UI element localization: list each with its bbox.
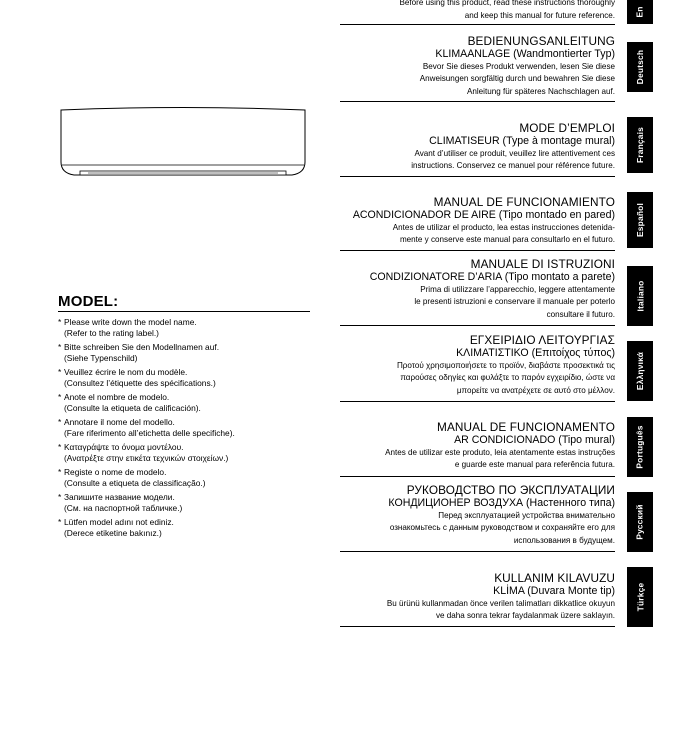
model-note: * Annotare il nome del modello. (Fare riferimento all’etichetta delle specifiche). (58, 417, 235, 438)
section-title: ΕΓΧΕΙΡΙΔΙΟ ΛΕΙΤΟΥΡΓΙΑΣ (469, 333, 615, 347)
section-subtitle: CLIMATISEUR (Type à montage mural) (429, 135, 615, 147)
section-english (340, 0, 615, 22)
model-block (58, 293, 310, 542)
tab-english: En (627, 0, 653, 24)
section-espanol (340, 196, 615, 247)
section-title: MANUALE DI ISTRUZIONI (470, 257, 615, 271)
section-francais (340, 122, 615, 173)
tab-deutsch: Deutsch (627, 42, 653, 92)
section-desc: Prima di utilizzare l’apparecchio, leggere attentamente le presenti istruzioni e conservare il manuale per poterlo consultare il futuro. (414, 284, 615, 319)
model-note: * Please write down the model name. (Refer to the rating label.) (58, 317, 197, 338)
section-desc: Bevor Sie dieses Produkt verwenden, lesen Sie diese Anweisungen sorgfältig durch und bewahren Sie diese Anleitung für späteres Nachschlagen auf. (419, 61, 615, 96)
section-subtitle: KLIMAANLAGE (Wandmontierter Typ) (435, 48, 615, 60)
model-note: * Запишите название модели. (См. на паспортной табличке.) (58, 492, 183, 513)
model-title: MODEL: (58, 293, 119, 310)
section-turkce (340, 572, 615, 623)
section-divider (340, 24, 615, 25)
tab-russkiy: Русский (627, 492, 653, 552)
tab-italiano: Italiano (627, 266, 653, 326)
section-divider (340, 551, 615, 552)
section-ellinika (340, 334, 615, 397)
section-desc: Перед эксплуатацией устройства внимательно ознакомьтесь с данным руководством и сохраняйте его для использования в будущем. (389, 510, 615, 545)
section-subtitle: CONDIZIONATORE D’ARIA (Tipo montato a parete) (369, 271, 615, 283)
section-desc: Antes de utilizar este produto, leia atentamente estas instruções e guarde este manual para referência futura. (385, 447, 615, 470)
air-conditioner-illustration (58, 107, 308, 182)
section-desc: Before using this product, read these instructions thoroughly and keep this manual for future reference. (399, 0, 615, 20)
section-russkiy (340, 484, 615, 547)
model-note: * Anote el nombre de modelo. (Consulte la etiqueta de calificación). (58, 392, 201, 413)
model-notes (58, 317, 310, 538)
section-title: BEDIENUNGSANLEITUNG (467, 34, 615, 48)
model-note: * Lütfen model adını not ediniz. (Derece etiketine bakınız.) (58, 517, 174, 538)
model-rule (58, 311, 310, 312)
section-subtitle: ΚΛΙΜΑΤΙΣΤΙΚΟ (Επιτοίχος τύπος) (456, 347, 615, 359)
section-subtitle: ACONDICIONADOR DE AIRE (Tipo montado en pared) (352, 209, 615, 221)
section-desc: Προτού χρησιμοποιήσετε το προϊόν, διαβάστε προσεκτικά τις παρούσες οδηγίες και φυλάξτε το παρόν εγχειρίδιο, ώστε να μπορείτε να ανατρέχετε σε αυτό στο μέλλον. (396, 360, 615, 395)
section-subtitle: AR CONDICIONADO (Tipo mural) (454, 434, 615, 446)
section-divider (340, 176, 615, 177)
tab-turkce: Türkçe (627, 567, 653, 627)
section-divider (340, 626, 615, 627)
section-desc: Antes de utilizar el producto, lea estas instrucciones detenida- mente y conserve este manual para consultarlo en el futuro. (392, 222, 615, 245)
section-divider (340, 401, 615, 402)
model-note: * Καταγράψτε το όνομα μοντέλου. (Ανατρέξτε στην ετικέτα τεχνικών στοιχείων.) (58, 442, 229, 463)
section-title: MANUAL DE FUNCIONAMIENTO (433, 195, 615, 209)
section-divider (340, 250, 615, 251)
tab-portugues: Português (627, 417, 653, 477)
tab-ellinika: Ελληνικά (627, 341, 653, 401)
section-title: MANUAL DE FUNCIONAMENTO (437, 420, 615, 434)
section-title: KULLANIM KILAVUZU (494, 571, 615, 585)
section-desc: Bu ürünü kullanmadan önce verilen talimatları dikkatlice okuyun ve daha sonra tekrar faydalanmak üzere saklayın. (386, 598, 615, 621)
tab-espanol: Español (627, 192, 653, 248)
model-note: * Veuillez écrire le nom du modèle. (Consultez l’étiquette des spécifications.) (58, 367, 216, 388)
tab-francais: Français (627, 117, 653, 173)
section-italiano (340, 258, 615, 321)
model-note: * Bitte schreiben Sie den Modellnamen auf. (Siehe Typenschild) (58, 342, 220, 363)
section-subtitle: KLİMA (Duvara Monte tip) (493, 585, 615, 597)
section-divider (340, 325, 615, 326)
model-note: * Registe o nome de modelo. (Consulte a etiqueta de classificação.) (58, 467, 206, 488)
section-divider (340, 101, 615, 102)
section-title: РУКОВОДСТВО ПО ЭКСПЛУАТАЦИИ (406, 483, 615, 497)
section-divider (340, 476, 615, 477)
section-title: MODE D’EMPLOI (519, 121, 615, 135)
section-subtitle: КОНДИЦИОНЕР ВОЗДУХА (Настенного типа) (388, 497, 615, 509)
section-deutsch (340, 35, 615, 98)
section-portugues (340, 421, 615, 472)
section-desc: Avant d’utiliser ce produit, veuillez lire attentivement ces instructions. Conservez ce manuel pour référence future. (411, 148, 615, 171)
